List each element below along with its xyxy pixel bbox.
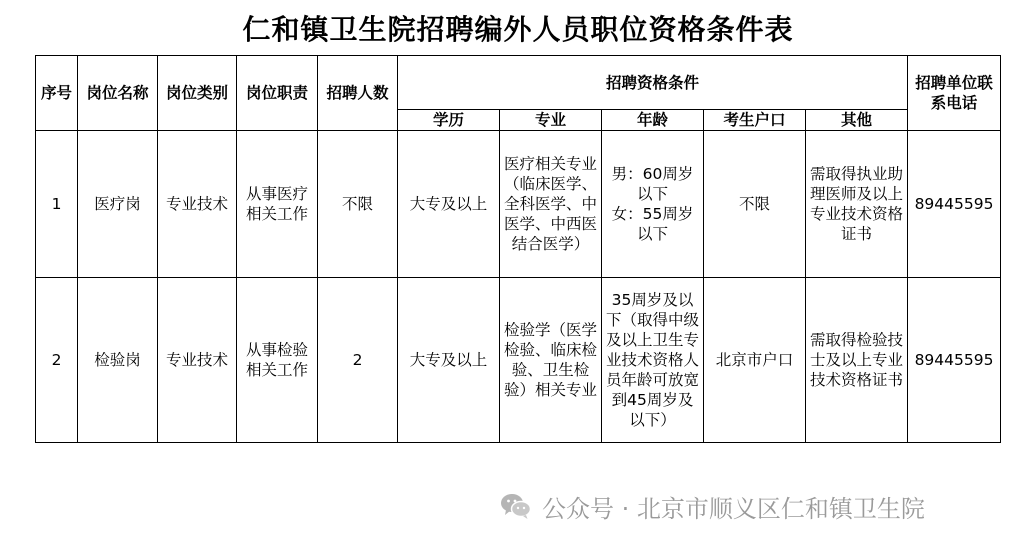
cell-other: 需取得检验技士及以上专业技术资格证书 [806, 278, 908, 443]
cell-seq: 1 [36, 131, 78, 278]
cell-position-name: 医疗岗 [78, 131, 158, 278]
cell-household: 北京市户口 [704, 278, 806, 443]
cell-duties: 从事检验相关工作 [237, 278, 318, 443]
wechat-icon [500, 492, 532, 520]
header-row-primary [36, 56, 1001, 110]
recruitment-table [35, 55, 1001, 443]
cell-count: 2 [318, 278, 398, 443]
table-row [36, 278, 1001, 443]
watermark-text: 公众号 · 北京市顺义区仁和镇卫生院 [542, 494, 925, 523]
cell-seq: 2 [36, 278, 78, 443]
header-education: 学历 [398, 110, 500, 131]
table-row [36, 131, 1001, 278]
cell-education: 大专及以上 [398, 278, 500, 443]
cell-duties: 从事医疗相关工作 [237, 131, 318, 278]
header-other: 其他 [806, 110, 908, 131]
cell-position-name: 检验岗 [78, 278, 158, 443]
header-age: 年龄 [602, 110, 704, 131]
cell-major: 医疗相关专业（临床医学、全科医学、中医学、中西医结合医学） [500, 131, 602, 278]
cell-phone: 89445595 [908, 278, 1001, 443]
cell-other: 需取得执业助理医师及以上专业技术资格证书 [806, 131, 908, 278]
header-qualifications: 招聘资格条件 [398, 56, 908, 110]
header-household: 考生户口 [704, 110, 806, 131]
cell-education: 大专及以上 [398, 131, 500, 278]
cell-phone: 89445595 [908, 131, 1001, 278]
cell-age: 35周岁及以下（取得中级及以上卫生专业技术资格人员年龄可放宽到45周岁及以下） [602, 278, 704, 443]
cell-household: 不限 [704, 131, 806, 278]
header-position-name: 岗位名称 [78, 56, 158, 131]
watermark [500, 490, 925, 522]
cell-count: 不限 [318, 131, 398, 278]
cell-position-type: 专业技术 [158, 278, 237, 443]
header-count: 招聘人数 [318, 56, 398, 131]
cell-age: 男：60周岁以下 女：55周岁以下 [602, 131, 704, 278]
header-major: 专业 [500, 110, 602, 131]
page-title: 仁和镇卫生院招聘编外人员职位资格条件表 [242, 13, 794, 46]
cell-major: 检验学（医学检验、临床检验、卫生检验）相关专业 [500, 278, 602, 443]
header-position-type: 岗位类别 [158, 56, 237, 131]
header-seq: 序号 [36, 56, 78, 131]
header-duties: 岗位职责 [237, 56, 318, 131]
cell-position-type: 专业技术 [158, 131, 237, 278]
header-phone: 招聘单位联系电话 [908, 56, 1001, 131]
